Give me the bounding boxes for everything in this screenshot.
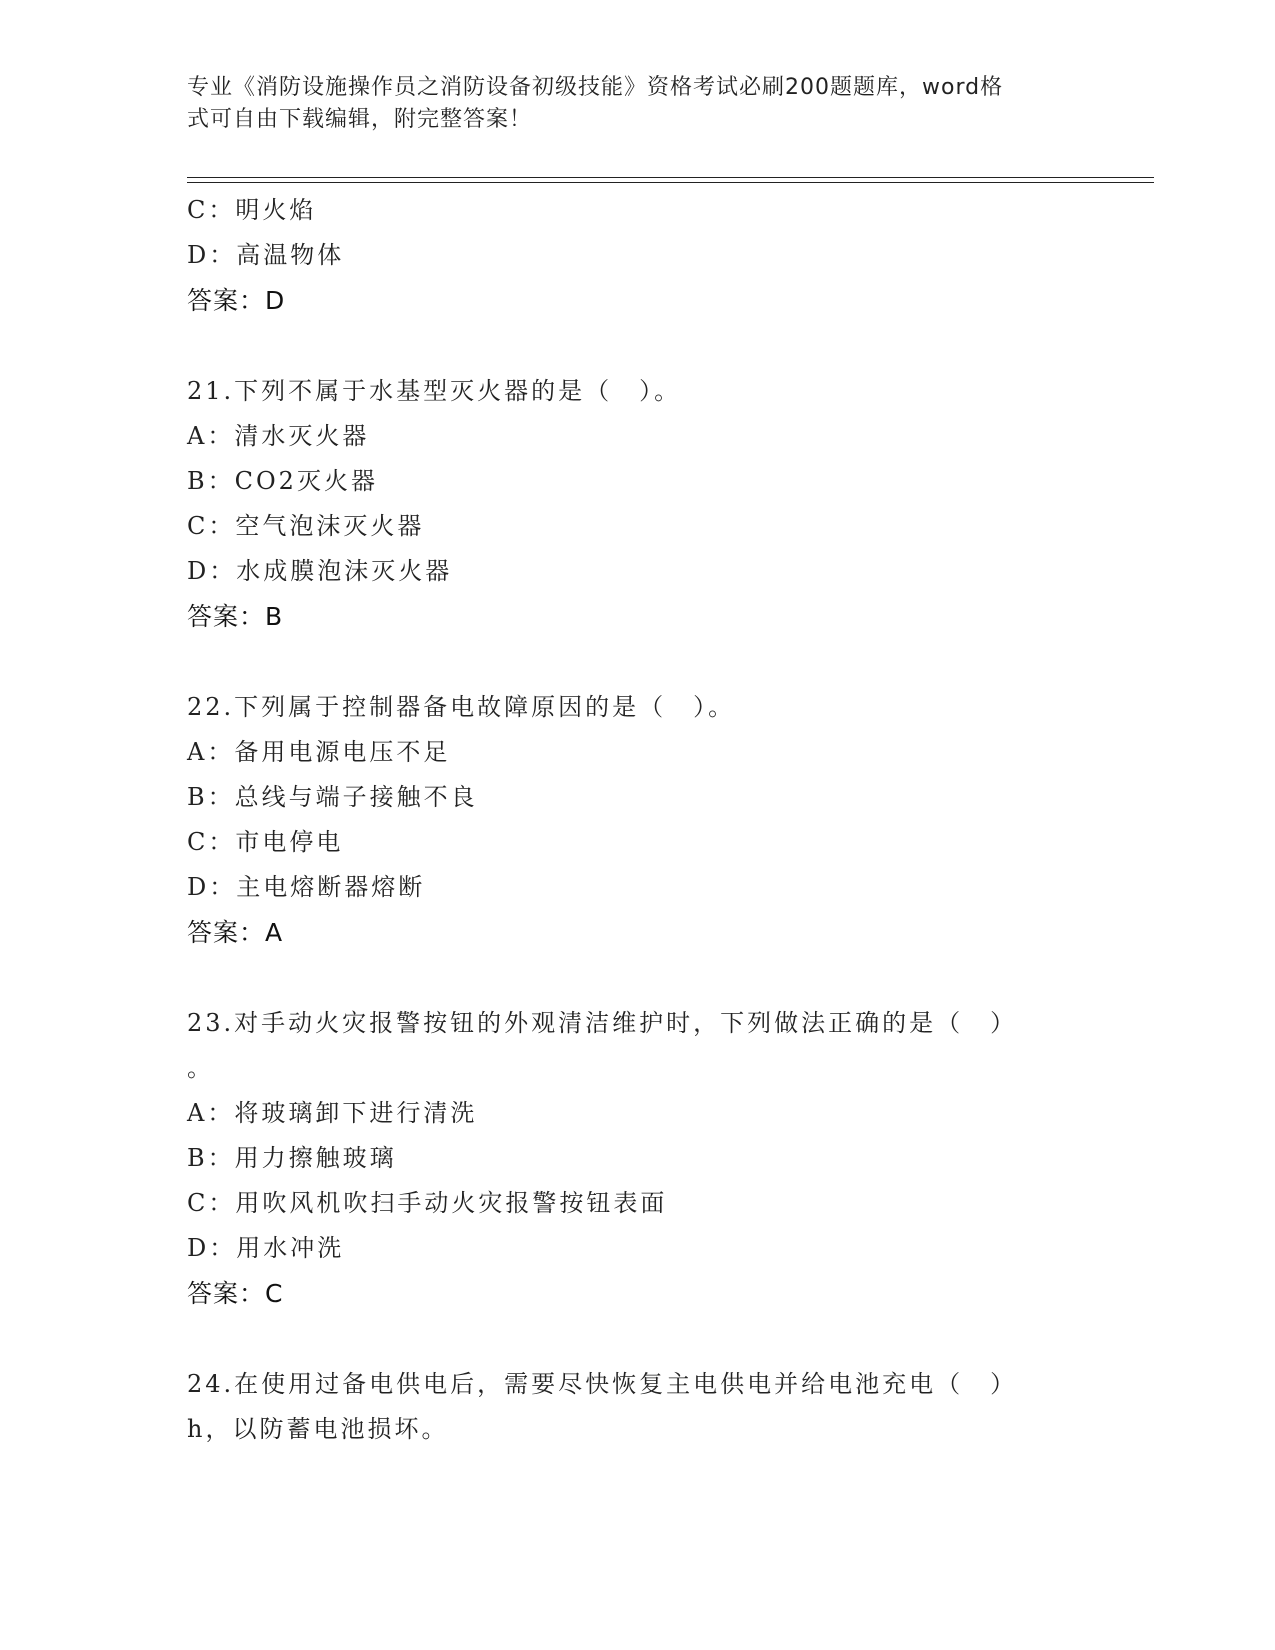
header-line-2: 式可自由下载编辑，附完整答案！ xyxy=(187,107,533,132)
question-stem-line-1: 24.在使用过备电供电后，需要尽快恢复主电供电并给电池充电（ ） xyxy=(187,1370,1018,1398)
option-b: B：用力擦触玻璃 xyxy=(187,1144,397,1172)
question-stem: 22.下列属于控制器备电故障原因的是（ ）。 xyxy=(187,693,736,721)
option-b: B：总线与端子接触不良 xyxy=(187,783,478,811)
option-c: C：明火焰 xyxy=(187,196,317,224)
spacer xyxy=(187,1317,1087,1362)
question-22 xyxy=(187,685,1087,956)
option-c: C：市电停电 xyxy=(187,828,344,856)
answer: 答案：B xyxy=(187,602,284,631)
option-d: D：高温物体 xyxy=(187,241,345,269)
header-line-1: 专业《消防设施操作员之消防设备初级技能》资格考试必刷200题题库，word格 xyxy=(187,75,1004,100)
option-a: A：清水灭火器 xyxy=(187,422,370,450)
question-23 xyxy=(187,1001,1087,1317)
spacer xyxy=(187,956,1087,1001)
option-a: A：将玻璃卸下进行清洗 xyxy=(187,1099,478,1127)
option-b: B：CO2灭火器 xyxy=(187,467,378,495)
spacer xyxy=(187,324,1087,369)
header-rule-top xyxy=(187,177,1154,178)
question-stem: 21.下列不属于水基型灭火器的是（ ）。 xyxy=(187,377,682,405)
option-c: C：空气泡沫灭火器 xyxy=(187,512,425,540)
spacer xyxy=(187,640,1087,685)
option-c: C：用吹风机吹扫手动火灾报警按钮表面 xyxy=(187,1189,668,1217)
answer: 答案：C xyxy=(187,1279,284,1308)
question-24 xyxy=(187,1362,1087,1452)
question-21 xyxy=(187,369,1087,640)
option-d: D：主电熔断器熔断 xyxy=(187,873,426,901)
question-stem-line-1: 23.对手动火灾报警按钮的外观清洁维护时，下列做法正确的是（ ） xyxy=(187,1009,1018,1037)
answer: 答案：D xyxy=(187,286,286,315)
option-d: D：水成膜泡沫灭火器 xyxy=(187,557,453,585)
option-a: A：备用电源电压不足 xyxy=(187,738,451,766)
answer: 答案：A xyxy=(187,918,284,947)
option-d: D：用水冲洗 xyxy=(187,1234,345,1262)
document-header xyxy=(187,72,1067,136)
question-list xyxy=(187,188,1087,1452)
header-rule-bottom xyxy=(187,182,1154,183)
question-stem-line-2: h，以防蓄电池损坏。 xyxy=(187,1415,449,1443)
question-stem-line-2: 。 xyxy=(187,1054,214,1082)
question-20-tail xyxy=(187,188,1087,324)
